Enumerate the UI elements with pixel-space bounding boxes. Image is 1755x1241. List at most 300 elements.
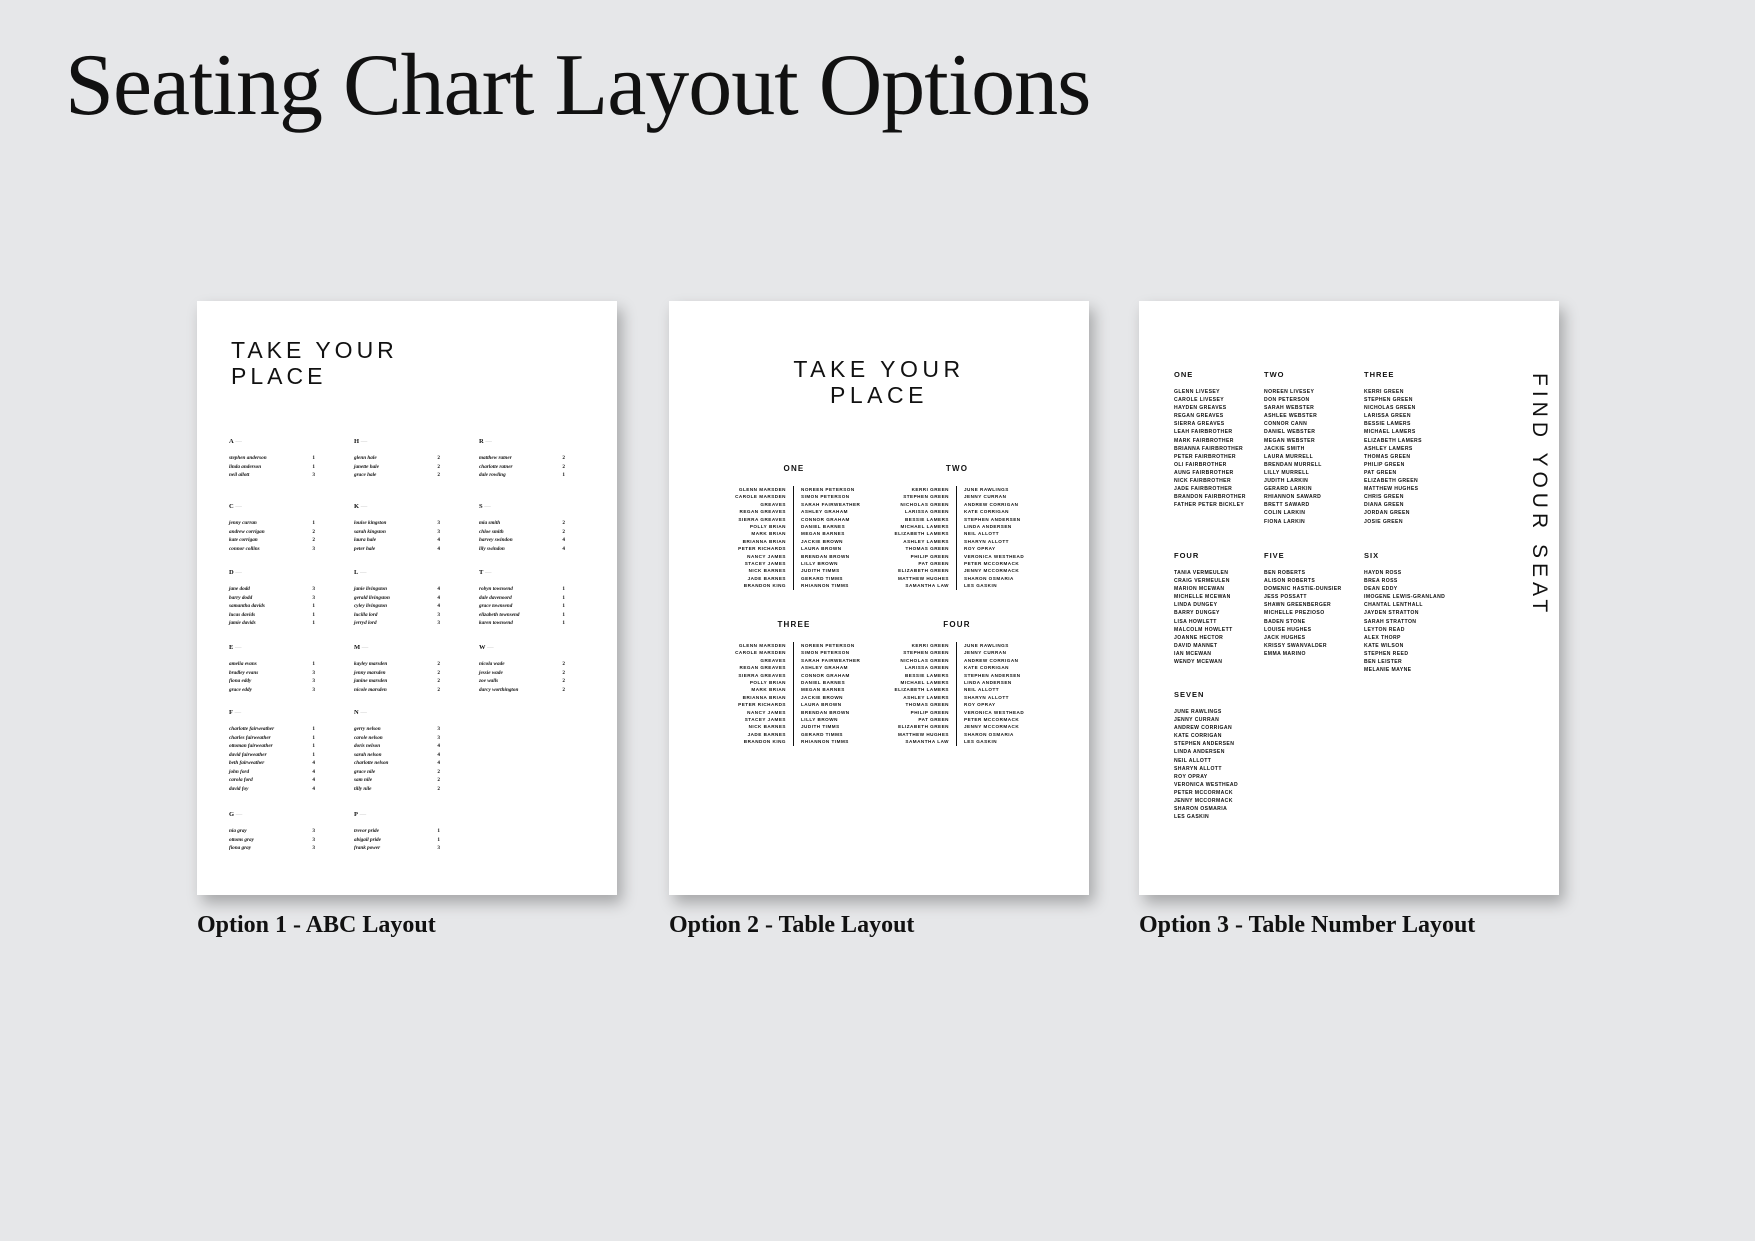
table-number: 2: [562, 463, 565, 470]
guest-name: LILLY BROWN: [801, 717, 838, 723]
letter-heading: S —: [479, 503, 565, 519]
guest-name: dale rowling: [479, 472, 506, 478]
table-name: TWO: [945, 464, 969, 473]
table-number: 4: [437, 545, 440, 552]
guest-name: MEGAN WEBSTER: [1264, 437, 1316, 444]
table-block: [1364, 370, 1474, 526]
guest-name: ROY OPRAY: [964, 702, 996, 708]
guest-name: BRIANNA BRIAN: [742, 694, 786, 700]
table-number: 1: [437, 836, 440, 843]
letter-group: [479, 569, 565, 628]
guest-row: [479, 545, 565, 554]
guest-row: [229, 536, 315, 545]
guest-row: [229, 759, 315, 768]
table-number: 4: [562, 545, 565, 552]
letter-heading: P —: [354, 811, 440, 827]
table-name: SEVEN: [1174, 690, 1205, 699]
letter-group: [229, 503, 315, 553]
guest-row: [354, 536, 440, 545]
table-number: 3: [312, 686, 315, 693]
guest-name: SAMANTHA LAW: [905, 739, 949, 745]
table-number: 3: [312, 586, 315, 592]
guest-name: NICHOLAS GREEN: [900, 501, 949, 507]
guest-name: NEIL ALLOTT: [964, 531, 1000, 537]
guest-name: VERONICA WESTHEAD: [964, 553, 1025, 559]
guest-name: tilly nile: [354, 785, 372, 792]
letter-heading: C —: [229, 503, 315, 519]
guest-name: kate corrigan: [229, 537, 258, 543]
letter-heading: F —: [229, 709, 315, 725]
guest-name: fiona gray: [229, 845, 252, 851]
letter-group: [354, 438, 440, 480]
letter-group: [229, 644, 315, 694]
letter-heading: L —: [354, 569, 440, 585]
guest-name: NEIL ALLOTT: [1174, 757, 1212, 764]
table-number: 1: [562, 603, 565, 609]
table-name: TWO: [1264, 370, 1285, 379]
guest-row: [479, 454, 565, 463]
table-number: 3: [312, 678, 315, 684]
guest-name: NOREEN LIVESEY: [1264, 389, 1315, 395]
guest-name: ELIZABETH GREEN: [898, 568, 949, 574]
guest-name: robyn townsend: [479, 586, 513, 592]
guest-name: matthew ratner: [479, 455, 512, 461]
table-name: ONE: [1174, 370, 1194, 379]
guest-name: charlotte nelson: [354, 760, 389, 766]
table-block: [709, 464, 879, 590]
guest-row: [229, 742, 315, 751]
guest-name: trevor pride: [354, 828, 379, 834]
guest-name: SHARYN ALLOTT: [964, 694, 1009, 700]
right-column: [957, 642, 1041, 746]
table-number: 4: [312, 785, 315, 792]
option2-caption: Option 2 - Table Layout: [669, 912, 915, 938]
guest-row: [229, 725, 315, 734]
guest-row: [229, 768, 315, 777]
guest-name: kayley marsden: [354, 661, 388, 667]
table-number: 1: [312, 726, 315, 732]
guest-name: RHIANNON TIMMS: [801, 583, 849, 589]
table-number: 2: [437, 455, 440, 461]
table-number: 2: [437, 785, 440, 792]
guest-row: [229, 844, 315, 853]
guest-name: chloe smith: [479, 528, 504, 535]
guest-name: JENNY MCCORMACK: [1174, 798, 1233, 805]
guest-name: VERONICA WESTHEAD: [1174, 781, 1239, 788]
guest-name: BESSIE LAMERS: [904, 672, 949, 678]
guest-name: beth fairweather: [229, 760, 265, 766]
letter-group: [229, 709, 315, 793]
guest-name: SARAH STRATTON: [1364, 618, 1417, 625]
table-number: 2: [437, 686, 440, 693]
table-name: FIVE: [1264, 551, 1285, 560]
guest-name: CAROLE MARSDEN: [735, 494, 786, 500]
guest-name: BEN LEISTER: [1364, 659, 1403, 666]
table-number: 2: [437, 777, 440, 783]
guest-name: LISA HOWLETT: [1174, 618, 1217, 625]
guest-name: HAYDEN GREAVES: [1174, 405, 1227, 412]
guest-name: JENNY MCCORMACK: [964, 568, 1020, 574]
table-number: 1: [312, 611, 315, 618]
table-number: 1: [312, 751, 315, 758]
table-name: THREE: [1364, 370, 1395, 379]
guest-row: [479, 519, 565, 528]
guest-name: stephen anderson: [229, 455, 267, 461]
guest-name: JACKIE SMITH: [1264, 445, 1305, 452]
take-your-place-heading: TAKE YOUR PLACE: [231, 337, 398, 389]
table-columns: [872, 486, 1042, 590]
guest-name: ALISON ROBERTS: [1264, 578, 1316, 585]
guest-name: FATHER PETER BICKLEY: [1174, 502, 1245, 509]
guest-name: JOANNE HECTOR: [1174, 634, 1224, 641]
guest-name: ROY OPRAY: [1174, 773, 1208, 780]
option1-abc-layout-card: [197, 301, 617, 895]
guest-name: BRETT SAWARD: [1264, 502, 1310, 509]
guest-name: LOUISE HUGHES: [1264, 626, 1312, 633]
table-number: 3: [437, 620, 440, 626]
guest-name: IAN MCEWAN: [1174, 650, 1212, 657]
guest-row: [229, 677, 315, 686]
letter-group: [479, 438, 565, 480]
guest-row: [479, 619, 565, 628]
guest-name: carola ford: [229, 777, 253, 783]
guest-name: STACEY JAMES: [744, 717, 786, 723]
guest-row: [229, 827, 315, 836]
guest-row: [354, 734, 440, 743]
table-block: [1364, 551, 1474, 674]
letter-heading: M —: [354, 644, 440, 660]
table-number: 4: [437, 743, 440, 749]
letter-group: [354, 569, 440, 628]
guest-name: linda anderson: [229, 463, 262, 470]
table-number: 1: [437, 828, 440, 834]
table-number: 3: [312, 828, 315, 834]
guest-name: BESSIE LAMERS: [904, 516, 949, 522]
guest-row: [354, 611, 440, 620]
guest-name: OLI FAIRBROTHER: [1174, 461, 1227, 468]
guest-name: SIMON PETERSON: [801, 650, 850, 656]
guest-name: SARAH FAIRWEATHER: [801, 657, 861, 663]
option1-caption: Option 1 - ABC Layout: [197, 912, 436, 938]
guest-name: POLLY BRIAN: [749, 680, 786, 686]
letter-group: [354, 811, 440, 853]
guest-name: SIERRA GREAVES: [738, 516, 786, 522]
guest-name: DEAN EDDY: [1364, 586, 1398, 593]
letter-heading: D —: [229, 569, 315, 585]
guest-name: SHAWN GREENBERGER: [1264, 602, 1332, 609]
guest-row: [354, 545, 440, 554]
guest-name: JORDAN GREEN: [1364, 510, 1410, 517]
guest-row: [479, 602, 565, 611]
guest-name: peter hale: [354, 545, 376, 552]
table-number: 4: [437, 594, 440, 601]
table-number: 1: [562, 586, 565, 592]
letter-heading: G —: [229, 811, 315, 827]
guest-name: JUDITH TIMMS: [801, 724, 840, 730]
guest-name: GLENN MARSDEN: [738, 487, 786, 492]
guest-name: JENNY CURRAN: [964, 650, 1007, 656]
guest-name: THOMAS GREEN: [1364, 453, 1411, 460]
guest-name: ASHLEY LAMERS: [903, 538, 949, 544]
table-number: 2: [562, 678, 565, 684]
guest-row: [354, 836, 440, 845]
guest-name: SAMANTHA LAW: [905, 583, 949, 589]
guest-name: SHARYN ALLOTT: [1174, 765, 1222, 772]
guest-name: LILLY BROWN: [801, 561, 838, 567]
guest-name: MICHAEL LAMERS: [900, 524, 949, 530]
guest-name: NOREEN PETERSON: [801, 487, 855, 492]
letter-heading: N —: [354, 709, 440, 725]
guest-name: laura hale: [354, 537, 377, 543]
guest-name: SARAH FAIRWEATHER: [801, 501, 861, 507]
guest-name: THOMAS GREEN: [905, 546, 949, 552]
guest-name: LARISSA GREEN: [904, 665, 949, 671]
guest-name: BESSIE LAMERS: [1364, 421, 1411, 428]
guest-name: MALCOLM HOWLETT: [1174, 626, 1233, 633]
left-column: [872, 486, 957, 590]
guest-name: nicola wade: [479, 661, 505, 667]
guest-name: MARION MCEWAN: [1174, 586, 1225, 593]
guest-name: lily swindon: [479, 545, 505, 552]
guest-name: NOREEN PETERSON: [801, 643, 855, 648]
table-number: 3: [312, 845, 315, 851]
guest-name: BRENDAN BROWN: [801, 709, 850, 715]
guest-name: CONNOR CANN: [1264, 421, 1308, 428]
guest-name: bradley evans: [229, 669, 259, 676]
guest-name: glenn hale: [354, 455, 377, 461]
table-number: 2: [562, 455, 565, 461]
guest-row: [479, 536, 565, 545]
guest-name: NEIL ALLOTT: [964, 687, 1000, 693]
guest-name: barry dodd: [229, 594, 253, 601]
guest-row: [229, 776, 315, 785]
guest-row: [354, 602, 440, 611]
guest-row: [354, 585, 440, 594]
guest-name: grace eddy: [229, 686, 252, 693]
guest-name: LEAH FAIRBROTHER: [1174, 429, 1233, 436]
guest-name: MICHELLE MCEWAN: [1174, 594, 1231, 601]
guest-name: janine marsden: [354, 678, 388, 684]
guest-name: carole nelson: [354, 734, 383, 741]
guest-name: samantha davids: [229, 603, 265, 609]
table-number: 1: [312, 661, 315, 667]
guest-name: KATE CORRIGAN: [964, 665, 1009, 671]
guest-name: JENNY CURRAN: [1174, 717, 1220, 724]
table-block: [709, 620, 879, 746]
guest-name: ASHLEY GRAHAM: [801, 509, 848, 515]
table-number: 2: [312, 537, 315, 543]
guest-name: PHILIP GREEN: [910, 553, 949, 559]
guest-row: [354, 528, 440, 537]
guest-name: AUNG FAIRBROTHER: [1174, 469, 1234, 476]
guest-name: jerryd lord: [354, 620, 377, 626]
guest-name: MEGAN BARNES: [801, 687, 845, 693]
guest-name: DIANA GREEN: [1364, 502, 1404, 509]
guest-name: janie livingston: [354, 586, 388, 592]
guest-name: JUDITH LARKIN: [1264, 478, 1309, 485]
table-number: 4: [312, 777, 315, 783]
table-number: 1: [312, 520, 315, 526]
table-number: 1: [562, 611, 565, 618]
table-number: 2: [437, 463, 440, 470]
guest-name: CAROLE MARSDEN: [735, 650, 786, 656]
guest-name: STACEY JAMES: [744, 561, 786, 567]
guest-name: STEPHEN REED: [1364, 650, 1409, 657]
guest-row: [479, 528, 565, 537]
guest-name: NANCY JAMES: [747, 709, 786, 715]
guest-name: JADE BARNES: [747, 731, 786, 737]
guest-name: CHANTAL LENTHALL: [1364, 602, 1423, 609]
guest-name: JUNE RAWLINGS: [1174, 709, 1222, 715]
right-column: [794, 642, 878, 746]
letter-group: [229, 438, 315, 480]
guest-name: DANIEL WEBSTER: [1264, 429, 1316, 436]
guest-name: IMOGENE LEWIS-GRANLAND: [1364, 594, 1446, 601]
guest-name: BRIANNA FAIRBROTHER: [1174, 445, 1244, 452]
guest-row: [479, 594, 565, 603]
guest-name: SHARON OSMARIA: [964, 575, 1014, 581]
guest-name: BRANDON FAIRBROTHER: [1174, 494, 1246, 501]
table-number: 4: [562, 537, 565, 543]
guest-name: STEPHEN GREEN: [1364, 397, 1413, 404]
guest-name: DOMENIC HASTIE-DUNSIER: [1264, 586, 1342, 593]
guest-name: nia gray: [229, 828, 247, 834]
guest-name: andrew corrigan: [229, 528, 265, 535]
guest-name: JADE BARNES: [747, 575, 786, 581]
letter-heading: T —: [479, 569, 565, 585]
table-columns: [872, 642, 1042, 746]
guest-name: DON PETERSON: [1264, 397, 1310, 404]
letter-group: [354, 503, 440, 553]
guest-row: [229, 686, 315, 695]
guest-name: JESS POSSATT: [1264, 594, 1307, 601]
guest-name: david foy: [229, 785, 249, 792]
guest-row: [354, 594, 440, 603]
guest-name: MEGAN BARNES: [801, 531, 845, 537]
table-block: [872, 620, 1042, 746]
guest-row: [354, 686, 440, 695]
guest-name: BRIANNA BRIAN: [742, 538, 786, 544]
guest-row: [479, 471, 565, 480]
guest-name: PETER RICHARDS: [738, 546, 786, 552]
guest-name: LINDA ANDERSEN: [964, 524, 1012, 530]
guest-name: jenny marsden: [354, 669, 386, 676]
guest-name: doris nelson: [354, 743, 381, 749]
guest-name: JACKIE BROWN: [801, 694, 843, 700]
guest-name: charlotte fairweather: [229, 726, 275, 732]
guest-row: [354, 725, 440, 734]
guest-row: [229, 611, 315, 620]
guest-name: MICHELLE PREZIOSO: [1264, 610, 1325, 617]
guest-name: MARK BRIAN: [751, 531, 786, 537]
table-number: 1: [312, 620, 315, 626]
guest-name: PHILIP GREEN: [1364, 461, 1405, 468]
guest-name: ASHLEY LAMERS: [903, 694, 949, 700]
table-number: 3: [312, 669, 315, 676]
guest-name: ELIZABETH GREEN: [898, 724, 949, 730]
letter-heading: H —: [354, 438, 440, 454]
guest-row: [354, 785, 440, 794]
guest-name: BREA ROSS: [1364, 578, 1398, 585]
guest-name: sam nile: [354, 777, 373, 783]
table-number: 2: [437, 678, 440, 684]
guest-row: [229, 660, 315, 669]
guest-name: STEPHEN GREEN: [903, 650, 949, 656]
letter-group: [229, 569, 315, 628]
guest-name: zoe walls: [479, 678, 499, 684]
guest-name: ottoms gray: [229, 836, 254, 843]
guest-name: SHARYN ALLOTT: [964, 538, 1009, 544]
table-number: 2: [437, 669, 440, 676]
guest-name: neil allott: [229, 472, 250, 478]
guest-name: REGAN GREAVES: [739, 509, 786, 515]
letter-heading: A —: [229, 438, 315, 454]
guest-row: [479, 686, 565, 695]
table-number: 1: [312, 455, 315, 461]
table-name: SIX: [1364, 551, 1380, 560]
guest-name: WENDY MCEWAN: [1174, 659, 1223, 666]
guest-name: SIERRA GREAVES: [1174, 421, 1225, 428]
guest-name: MATTHEW HUGHES: [897, 731, 949, 737]
table-name: ONE: [783, 464, 805, 473]
table-number: 2: [562, 520, 565, 526]
guest-name: frank power: [354, 845, 381, 851]
table-number: 3: [437, 520, 440, 526]
table-number: 4: [312, 760, 315, 766]
guest-name: GERARD LARKIN: [1264, 486, 1312, 493]
guest-row: [229, 585, 315, 594]
table-number: 1: [312, 734, 315, 741]
guest-row: [354, 454, 440, 463]
guest-name: GREAVES: [760, 657, 786, 663]
guest-name: PAT GREEN: [918, 717, 949, 723]
guest-row: [229, 734, 315, 743]
guest-name: JADE FAIRBROTHER: [1174, 486, 1233, 493]
table-number: 3: [312, 545, 315, 552]
guest-row: [479, 669, 565, 678]
guest-name: SARAH WEBSTER: [1264, 405, 1315, 412]
guest-name: BADEN STONE: [1264, 618, 1306, 625]
guest-name: LINDA ANDERSEN: [964, 680, 1012, 686]
guest-row: [229, 785, 315, 794]
guest-name: STEPHEN ANDERSEN: [964, 672, 1021, 678]
guest-name: KERRI GREEN: [1364, 389, 1404, 395]
guest-name: RHIANNON TIMMS: [801, 739, 849, 745]
page-title: Seating Chart Layout Options: [65, 37, 1091, 134]
guest-name: PETER MCCORMACK: [964, 717, 1020, 723]
guest-name: GERARD TIMMS: [801, 575, 843, 581]
guest-name: SHARON OSMARIA: [964, 731, 1014, 737]
guest-row: [354, 669, 440, 678]
right-column: [794, 486, 878, 590]
guest-name: gerry nelson: [354, 726, 381, 732]
table-block: [1174, 690, 1284, 821]
guest-row: [229, 471, 315, 480]
table-number: 3: [312, 594, 315, 601]
guest-row: [229, 751, 315, 760]
guest-name: DANIEL BARNES: [801, 680, 846, 686]
guest-row: [229, 619, 315, 628]
guest-name: david fairweather: [229, 751, 267, 758]
guest-name: MARK BRIAN: [751, 687, 786, 693]
guest-name: MICHAEL LAMERS: [1364, 429, 1416, 436]
guest-name: CONNOR GRAHAM: [801, 672, 850, 678]
guest-name: grace nile: [354, 768, 376, 775]
guest-name: CAROLE LIVESEY: [1174, 397, 1225, 404]
table-name: THREE: [777, 620, 811, 629]
guest-name: ALEX THORP: [1364, 634, 1401, 641]
guest-name: LINDA DUNGEY: [1174, 602, 1218, 609]
